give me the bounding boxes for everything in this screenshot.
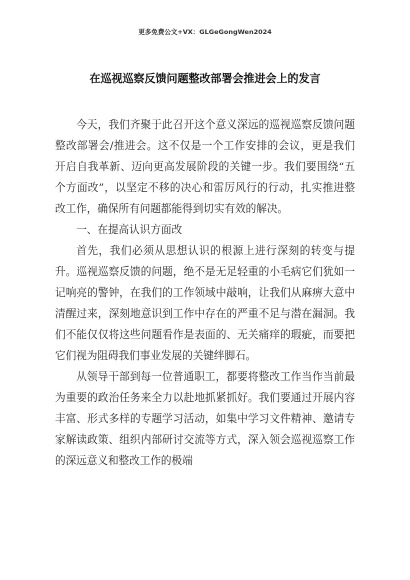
document-body bbox=[55, 115, 355, 472]
paragraph-second: 从领导干部到每一位普通职工，都要将整改工作当作当前最为重要的政治任务来全力以赴地抓紧抓好。我们要通过开展内容丰富、形式多样的专题学习活动，如集中学习文件精神、邀请专家解读政策、组织内部研讨交流等方式，深入领会巡视巡察工作的深远意义和整改工作的极端 bbox=[55, 371, 355, 467]
header-note: 更多免费公文+VX：GLGeGongWen2024 bbox=[138, 28, 272, 36]
section-heading: 一、在提高认识方面改 bbox=[76, 224, 183, 236]
document-title: 在巡视巡察反馈问题整改部署会推进会上的发言 bbox=[89, 72, 321, 85]
paragraph-intro: 今天，我们齐聚于此召开这个意义深远的巡视巡察反馈问题整改部署会/推进会。这不仅是一个工作安排的会议，更是我们开启自我革新、迈向更高发展阶段的关键一步。我们要围绕“五个方面改”，以坚定不移的决心和雷厉风行的行动，扎实推进整改工作，确保所有问题都能得到切实有效的解决。 bbox=[55, 119, 355, 215]
paragraph-first: 首先，我们必须从思想认识的根源上进行深刻的转变与提升。巡视巡察反馈的问题，绝不是无足轻重的小毛病它们犹如一记响亮的警钟，在我们的工作领域中敲响，让我们从麻痹大意中清醒过来，深刻地意识到工作中存在的严重不足与潜在漏洞。我们不能仅仅将这些问题看作是表面的、无关痛痒的瑕疵，而要把它们视为阻碍我们事业发展的关键绊脚石。 bbox=[55, 245, 355, 362]
